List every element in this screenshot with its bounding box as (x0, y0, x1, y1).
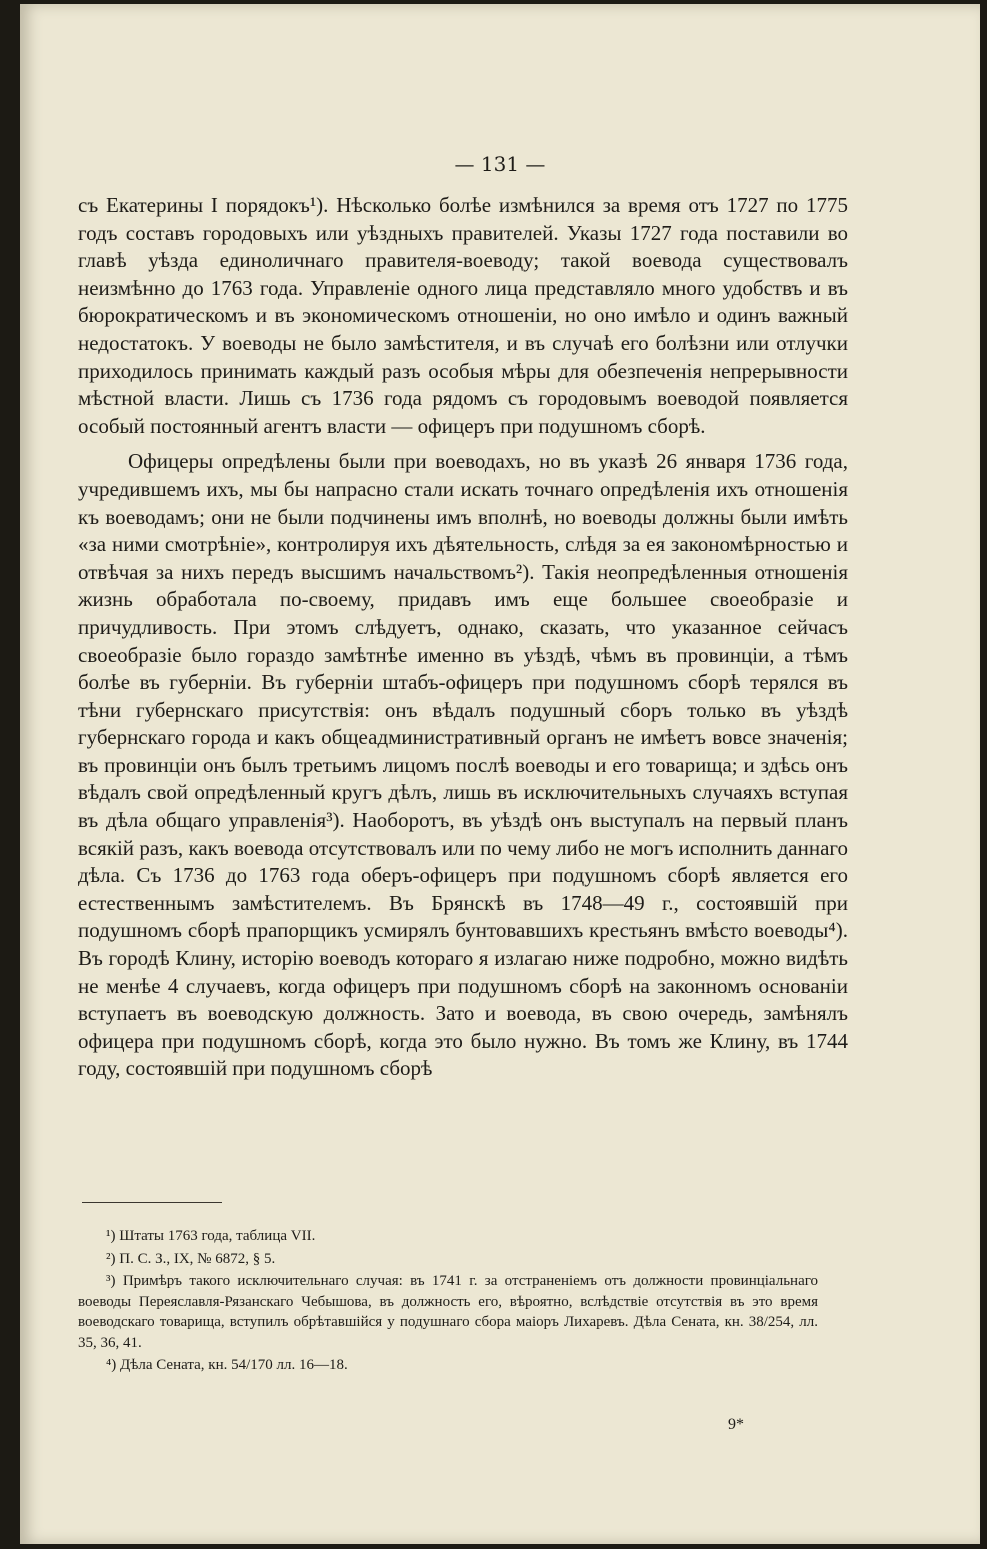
main-text (78, 192, 848, 1083)
footnote-1: ¹) Штаты 1763 года, таблица VII. (106, 1228, 316, 1244)
footnote-2: ²) П. С. З., IX, № 6872, § 5. (106, 1250, 276, 1267)
signature-mark: 9* (728, 1416, 744, 1433)
paragraph-1: съ Екатерины I порядокъ¹). Нѣсколько болѣе измѣнился за время отъ 1727 по 1775 годъ составъ городовыхъ или уѣздныхъ правителей. Указы 1727 года поставили во главѣ уѣзда единоличнаго правителя-воеводу; такой воевода существовалъ неизмѣнно до 1763 года. Управленіе одного лица представляло много удобствъ и въ бюрократическомъ и въ экономическомъ отношеніи, но оно имѣло и одинъ важный недостатокъ. У воеводы не было замѣстителя, и въ случаѣ его болѣзни или отлучки приходилось принимать каждый разъ особыя мѣры для обезпеченія непрерывности мѣстной власти. Лишь съ 1736 года рядомъ съ городовымъ воеводой появляется особый постоянный агентъ власти — офицеръ при подушномъ сборѣ. (78, 193, 848, 438)
footnote-divider (82, 1202, 222, 1203)
footnote-4: ⁴) Дѣла Сената, кн. 54/170 лл. 16—18. (106, 1357, 348, 1373)
book-page (20, 4, 980, 1544)
page-number: — 131 — (454, 152, 546, 176)
paragraph-2: Офицеры опредѣлены были при воеводахъ, но въ указѣ 26 января 1736 года, учредившемъ ихъ, мы бы напрасно стали искать точнаго опредѣленія ихъ отношенія къ воеводамъ; они не были подчинены имъ вполнѣ, но воеводы должны были имѣть «за ними смотрѣніе», контролируя ихъ дѣятельность, слѣдя за ея закономѣрностью и отвѣчая за нихъ передъ высшимъ начальствомъ²). Такія неопредѣленныя отношенія жизнь обработала по-своему, придавъ имъ еще большее своеобразіе и причудливость. При этомъ слѣдуетъ, однако, сказать, что указанное сейчасъ своеобразіе было гораздо замѣтнѣе именно въ уѣздѣ, чѣмъ въ провинціи, а тѣмъ болѣе въ губерніи. Въ губерніи штабъ-офицеръ при подушномъ сборѣ терялся въ тѣни губернскаго присутствія: онъ вѣдалъ подушный сборъ только въ уѣздѣ губернскаго города и какъ общеадминистративный органъ не имѣетъ вовсе значенія; въ провинціи онъ былъ третьимъ лицомъ послѣ воеводы и его товарища; и здѣсь онъ вѣдалъ свой опредѣленный кругъ дѣлъ, лишь въ исключительныхъ случаяхъ вступая въ дѣла общаго управленія³). Наоборотъ, въ уѣздѣ онъ выступалъ на первый планъ всякій разъ, какъ воевода отсутствовалъ или по чему либо не могъ исполнить даннаго дѣла. Съ 1736 до 1763 года оберъ-офицеръ при подушномъ сборѣ является его естественнымъ замѣстителемъ. Въ Брянскѣ въ 1748—49 г., состоявшій при подушномъ сборѣ прапорщикъ усмирялъ бунтовавшихъ крестьянъ вмѣсто воеводы⁴). Въ городѣ Клину, исторію воеводъ котораго я излагаю ниже подробно, можно видѣть не менѣе 4 случаевъ, когда офицеръ при подушномъ сборѣ на законномъ основаніи вступаетъ въ воеводскую должность. Зато и воевода, въ свою очередь, замѣнялъ офицера при подушномъ сборѣ, когда это было нужно. Въ томъ же Клину, въ 1744 году, состоявшій при подушномъ сборѣ (78, 449, 848, 1081)
footnote-3: ³) Примѣръ такого исключительнаго случая: въ 1741 г. за отстраненіемъ отъ должности провинціальнаго воеводы Переяславля-Рязанскаго Чебышова, въ должность его, вѣроятно, вслѣдствіе отсутствія въ это время воеводскаго товарища, вступилъ обрѣтавшійся у подушнаго сбора маіоръ Лихаревъ. Дѣла Сената, кн. 38/254, лл. 35, 36, 41. (78, 1273, 818, 1351)
footnotes (78, 1226, 818, 1378)
